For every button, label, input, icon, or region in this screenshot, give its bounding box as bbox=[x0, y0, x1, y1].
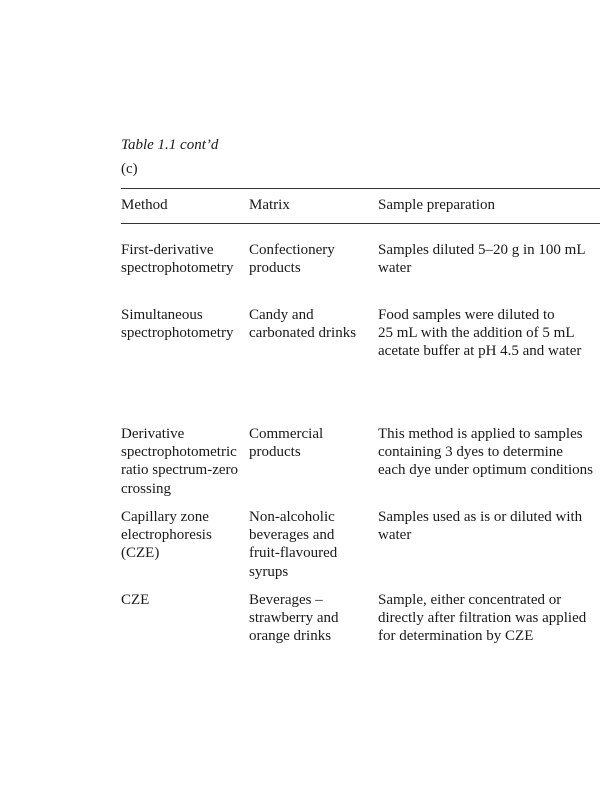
table-cell-matrix: Beverages – strawberry and orange drinks bbox=[249, 592, 339, 645]
column-header-method: Method bbox=[121, 197, 168, 213]
table-cell-method: CZE bbox=[121, 592, 150, 608]
table-cell-sample-preparation: Sample, either concentrated or directly after filtration was applied for determination by CZE bbox=[378, 592, 587, 645]
table-header-rule bbox=[121, 223, 600, 224]
table-cell-matrix: Non-alcoholic beverages and fruit-flavoured syrups bbox=[249, 509, 338, 580]
column-header-sample-preparation: Sample preparation bbox=[378, 197, 496, 213]
table-title: Table 1.1 cont’d bbox=[121, 137, 219, 153]
table-part-label: (c) bbox=[121, 161, 138, 177]
table-top-rule bbox=[121, 188, 600, 189]
table-cell-sample-preparation: This method is applied to samples containing 3 dyes to determine each dye under optimum conditions bbox=[378, 426, 593, 479]
table-cell-sample-preparation: Samples diluted 5–20 g in 100 mL water bbox=[378, 242, 586, 277]
table-cell-method: Derivative spectrophotometric ratio spectrum-zero crossing bbox=[121, 426, 239, 497]
table-cell-matrix: Commercial products bbox=[249, 426, 324, 461]
table-cell-sample-preparation: Food samples were diluted to 25 mL with the addition of 5 mL acetate buffer at pH 4.5 and water bbox=[378, 307, 582, 360]
table-cell-method: First-derivative spectrophotometry bbox=[121, 242, 234, 277]
table-cell-method: Simultaneous spectrophotometry bbox=[121, 307, 234, 342]
column-header-matrix: Matrix bbox=[249, 197, 290, 213]
table-cell-matrix: Candy and carbonated drinks bbox=[249, 307, 357, 342]
table-cell-sample-preparation: Samples used as is or diluted with water bbox=[378, 509, 583, 544]
table-cell-matrix: Confectionery products bbox=[249, 242, 335, 277]
table-cell-method: Capillary zone electrophoresis (CZE) bbox=[121, 509, 212, 562]
